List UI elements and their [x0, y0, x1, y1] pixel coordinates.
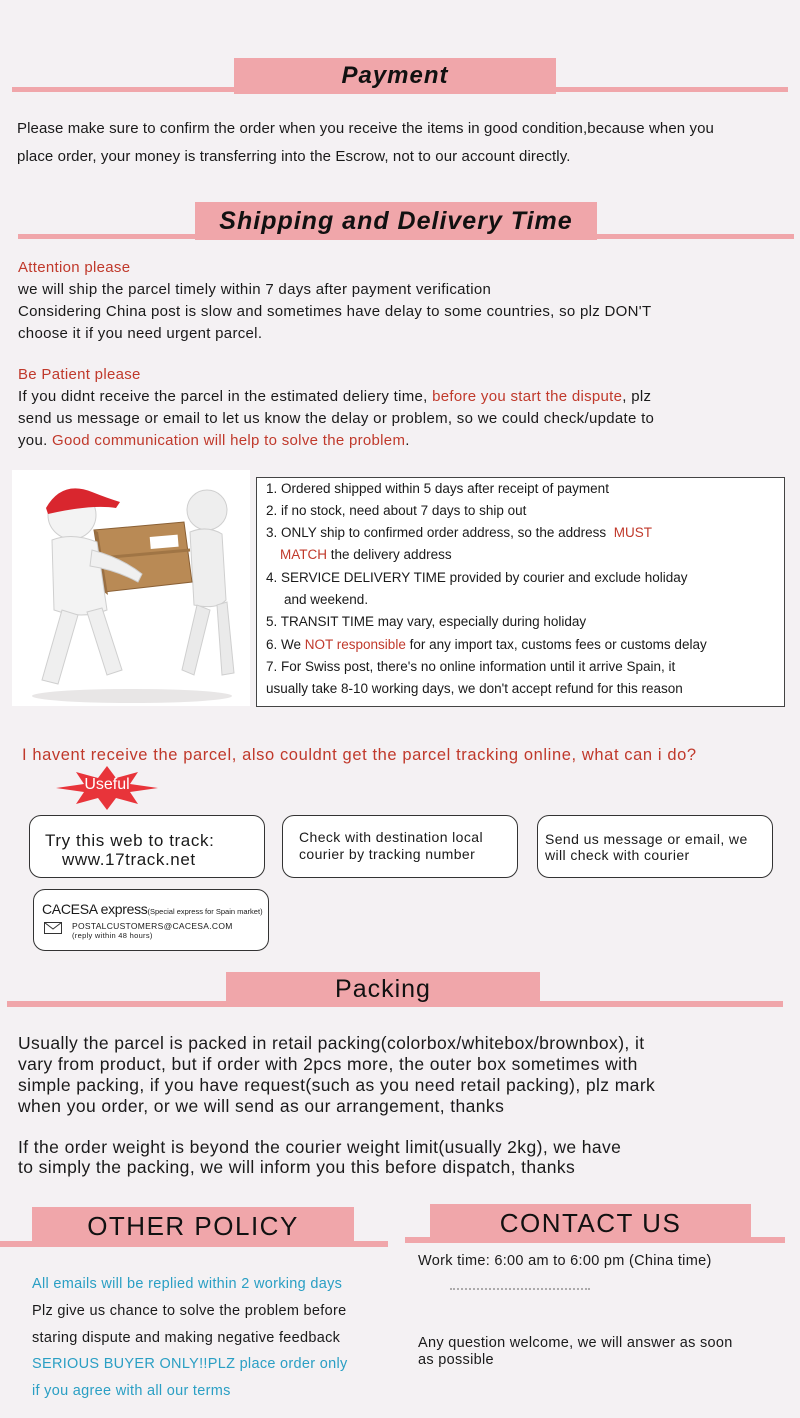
- note-3-rest: the delivery address: [330, 547, 452, 562]
- note-3-match: MATCH: [280, 547, 327, 562]
- packing-p1-line-3: simple packing, if you have request(such as you need retail packing), plz mark: [18, 1075, 656, 1095]
- other-policy-title: OTHER POLICY: [32, 1207, 354, 1245]
- payment-title: Payment: [234, 58, 556, 94]
- policy-line-5: if you agree with all our terms: [32, 1383, 231, 1399]
- note-6-a: 6. We: [266, 637, 302, 652]
- contact-clipped-line: [450, 1288, 590, 1292]
- delivery-men-icon: [12, 470, 250, 706]
- cacesa-box: [33, 889, 269, 951]
- note-3-text: 3. ONLY ship to confirmed order address, so the address: [266, 525, 607, 540]
- patient-text-c: you.: [18, 432, 48, 449]
- note-5: 5. TRANSIT TIME may vary, especially during holiday: [266, 614, 587, 629]
- packing-p1-line-2: vary from product, but if order with 2pcs more, the outer box sometimes with: [18, 1054, 638, 1074]
- patient-dispute-highlight: before you start the dispute: [432, 388, 623, 405]
- cacesa-note: (reply within 48 hours): [72, 931, 153, 940]
- note-6-not-responsible: NOT responsible: [304, 637, 406, 652]
- message-us-line-2: will check with courier: [545, 847, 690, 863]
- message-us-box: [537, 815, 773, 878]
- delivery-illustration: [12, 470, 250, 706]
- local-courier-line-1: Check with destination local: [299, 829, 483, 845]
- local-courier-box: [282, 815, 518, 878]
- patient-text-b: , plz: [622, 388, 652, 405]
- note-3a: [266, 522, 652, 544]
- tracking-question: I havent receive the parcel, also couldnt get the parcel tracking online, what can i do?: [22, 746, 697, 764]
- patient-communication-highlight: Good communication will help to solve the problem: [52, 432, 406, 449]
- patient-text-a: If you didnt receive the parcel in the estimated deliery time,: [18, 388, 428, 405]
- cacesa-subtitle: (Special express for Spain market): [147, 907, 263, 916]
- packing-p2-line-2: to simply the packing, we will inform you this before dispatch, thanks: [18, 1157, 576, 1177]
- attention-line-2: Considering China post is slow and sometimes have delay to some countries, so plz DON'T: [18, 303, 652, 320]
- message-us-line-1: Send us message or email, we: [545, 831, 748, 847]
- patient-line-1: [18, 386, 651, 408]
- attention-line-3: choose it if you need urgent parcel.: [18, 325, 263, 342]
- envelope-icon: [44, 922, 62, 934]
- note-4b: and weekend.: [284, 592, 369, 607]
- shipping-notes-box: [256, 477, 785, 707]
- patient-line-3: [18, 430, 410, 452]
- packing-title: Packing: [226, 972, 540, 1006]
- note-2: 2. if no stock, need about 7 days to ship out: [266, 503, 527, 518]
- attention-line-1: we will ship the parcel timely within 7 days after payment verification: [18, 281, 492, 298]
- payment-line-1: Please make sure to confirm the order when you receive the items in good condition,because when you: [17, 120, 714, 137]
- policy-line-4: SERIOUS BUYER ONLY!!PLZ place order only: [32, 1356, 348, 1372]
- note-7b: usually take 8-10 working days, we don't accept refund for this reason: [266, 681, 683, 696]
- policy-line-2: Plz give us chance to solve the problem before: [32, 1303, 347, 1319]
- note-1: 1. Ordered shipped within 5 days after receipt of payment: [266, 481, 609, 496]
- packing-p1-line-1: Usually the parcel is packed in retail packing(colorbox/whitebox/brownbox), it: [18, 1033, 645, 1053]
- note-3b: [280, 544, 452, 566]
- patient-text-d: .: [405, 432, 410, 449]
- packing-p2-line-1: If the order weight is beyond the courier weight limit(usually 2kg), we have: [18, 1137, 622, 1157]
- policy-line-1: All emails will be replied within 2 working days: [32, 1276, 343, 1292]
- patient-line-2: send us message or email to let us know the delay or problem, so we could check/update to: [18, 410, 655, 427]
- policy-line-3: staring dispute and making negative feedback: [32, 1330, 341, 1346]
- payment-line-2: place order, your money is transferring into the Escrow, not to our account directly.: [17, 148, 571, 165]
- track-web-line-1: Try this web to track:: [45, 831, 215, 850]
- note-4a: 4. SERVICE DELIVERY TIME provided by courier and exclude holiday: [266, 570, 688, 585]
- cacesa-email[interactable]: POSTALCUSTOMERS@CACESA.COM: [72, 921, 233, 931]
- note-6: [266, 634, 707, 656]
- cacesa-title: [42, 901, 263, 919]
- patient-heading: Be Patient please: [18, 366, 141, 383]
- local-courier-line-2: courier by tracking number: [299, 846, 476, 862]
- contact-question-line-1: Any question welcome, we will answer as soon: [418, 1335, 733, 1351]
- packing-p1-line-4: when you order, or we will send as our arrangement, thanks: [18, 1096, 505, 1116]
- contact-question-line-2: as possible: [418, 1352, 494, 1368]
- shipping-title: Shipping and Delivery Time: [195, 202, 597, 240]
- contact-work-time: Work time: 6:00 am to 6:00 pm (China time): [418, 1253, 712, 1269]
- note-3-must: MUST: [613, 525, 652, 540]
- contact-title: CONTACT US: [430, 1204, 751, 1242]
- note-7a: 7. For Swiss post, there's no online information until it arrive Spain, it: [266, 659, 676, 674]
- cacesa-name: CACESA express: [42, 901, 148, 917]
- useful-badge: [54, 766, 160, 810]
- track-web-box[interactable]: [29, 815, 265, 878]
- track-web-link[interactable]: www.17track.net: [62, 850, 196, 869]
- attention-heading: Attention please: [18, 259, 131, 276]
- note-6-b: for any import tax, customs fees or customs delay: [409, 637, 707, 652]
- useful-badge-label: Useful: [84, 776, 130, 793]
